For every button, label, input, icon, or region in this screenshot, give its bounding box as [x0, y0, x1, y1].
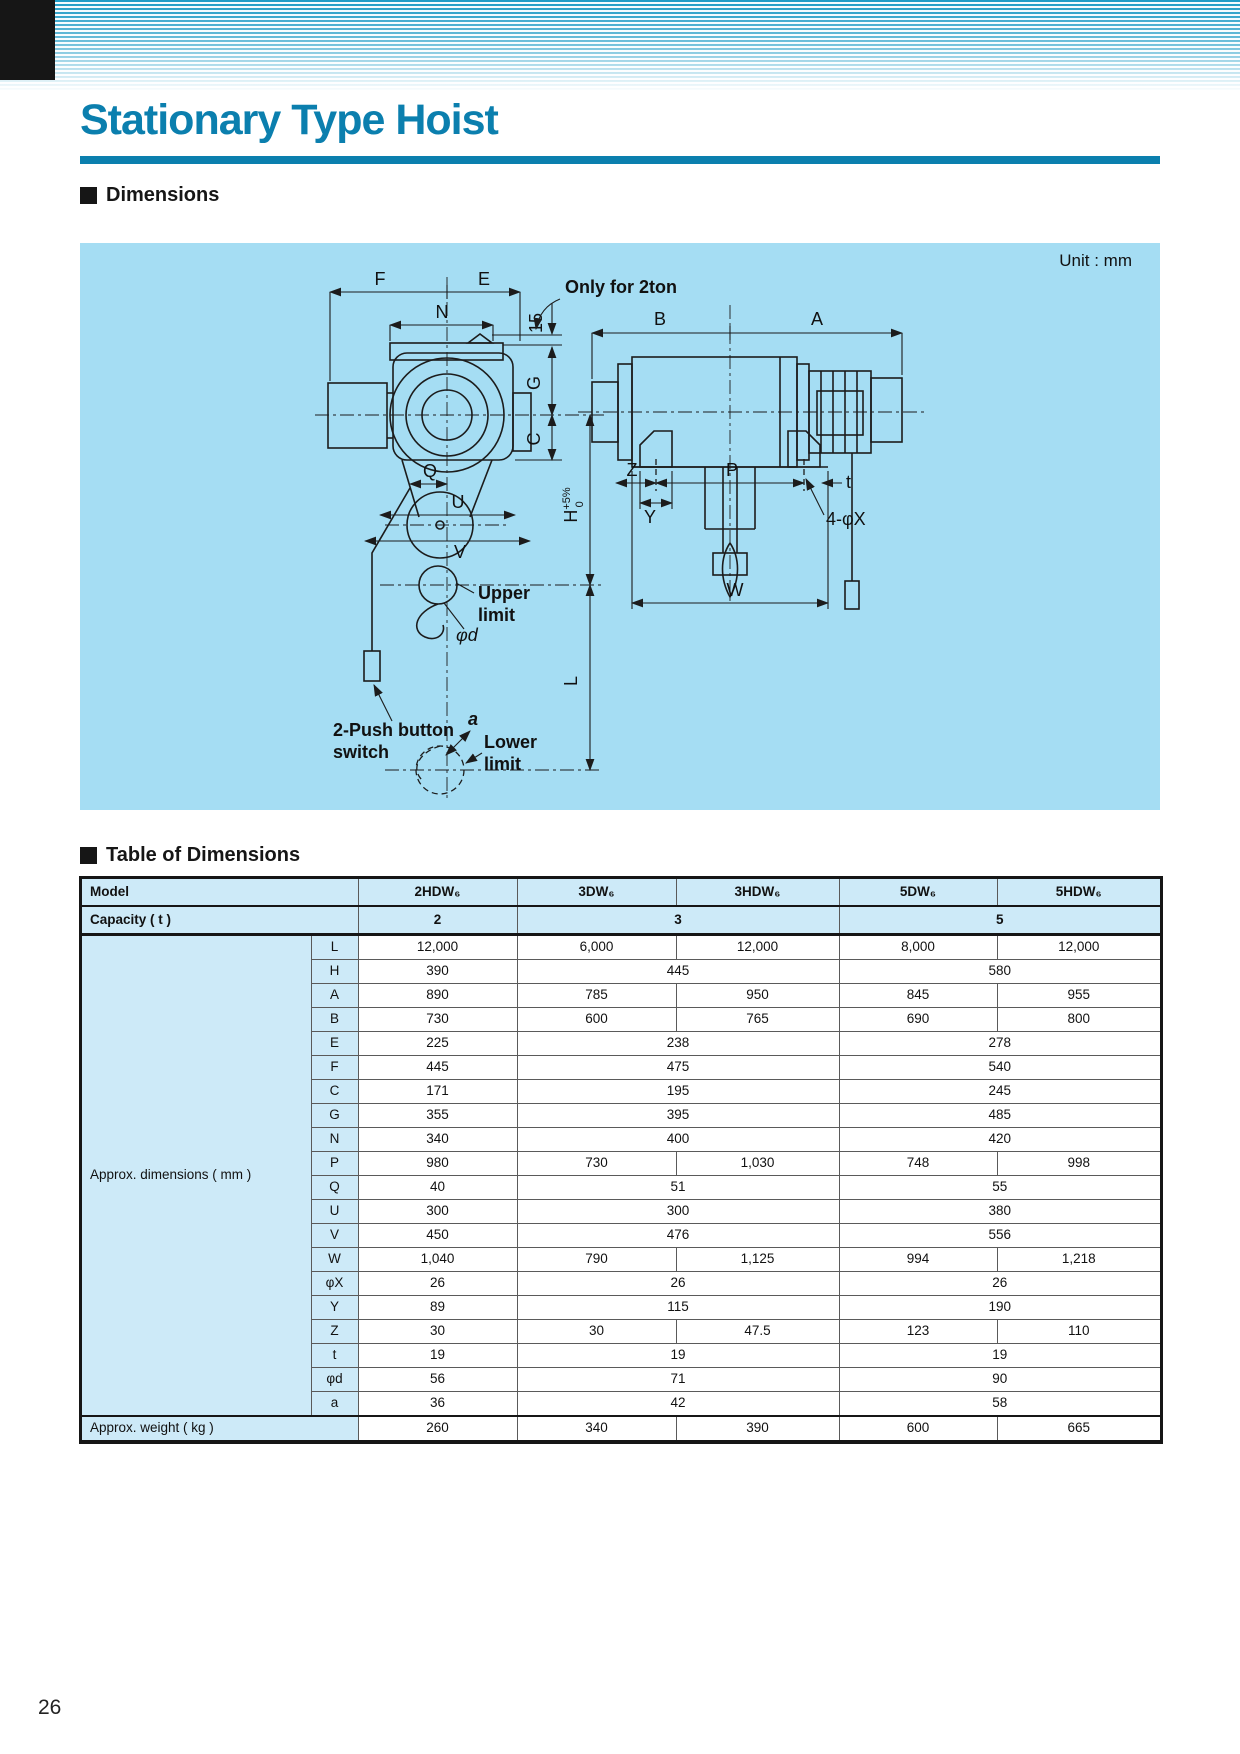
dim-value: 90 — [839, 1368, 1161, 1392]
dim-letter: B — [311, 1008, 358, 1032]
dim-value: 748 — [839, 1152, 997, 1176]
dim-label-n: N — [435, 302, 449, 322]
weight-value: 665 — [997, 1416, 1161, 1442]
dim-value: 42 — [517, 1392, 839, 1417]
dim-value: 450 — [358, 1224, 517, 1248]
section-header-table — [80, 844, 300, 867]
dim-value: 580 — [839, 960, 1161, 984]
dim-letter: P — [311, 1152, 358, 1176]
dim-value: 340 — [358, 1128, 517, 1152]
dim-letter: F — [311, 1056, 358, 1080]
lower-limit-label-2: limit — [484, 754, 522, 774]
dim-letter: L — [311, 935, 358, 960]
dim-value: 1,218 — [997, 1248, 1161, 1272]
dim-value: 785 — [517, 984, 676, 1008]
dim-value: 765 — [676, 1008, 839, 1032]
capacity-header: Capacity ( t ) — [81, 906, 358, 935]
upper-limit-label-2: limit — [478, 605, 516, 625]
dim-label-v: V — [453, 542, 467, 562]
capacity-value: 5 — [839, 906, 1161, 935]
dim-letter: H — [311, 960, 358, 984]
dim-value: 110 — [997, 1320, 1161, 1344]
dim-letter: Q — [311, 1176, 358, 1200]
table-row — [81, 906, 1161, 935]
side-view — [578, 305, 925, 609]
dim-label-z: Z — [626, 460, 638, 480]
push-button-label-1: 2-Push button — [333, 720, 454, 740]
dim-value: 40 — [358, 1176, 517, 1200]
dim-value: 400 — [517, 1128, 839, 1152]
dim-value: 380 — [839, 1200, 1161, 1224]
dim-value: 1,040 — [358, 1248, 517, 1272]
dim-value: 30 — [358, 1320, 517, 1344]
dim-value: 115 — [517, 1296, 839, 1320]
dim-value: 19 — [517, 1344, 839, 1368]
dim-value: 730 — [358, 1008, 517, 1032]
upper-limit-label-1: Upper — [478, 583, 531, 603]
hoist-drawing — [80, 243, 1160, 810]
dim-value: 171 — [358, 1080, 517, 1104]
model-name: 2HDW₆ — [358, 878, 517, 906]
dim-value: 355 — [358, 1104, 517, 1128]
dim-value: 30 — [517, 1320, 676, 1344]
weight-value: 340 — [517, 1416, 676, 1442]
dim-value: 195 — [517, 1080, 839, 1104]
weight-value: 390 — [676, 1416, 839, 1442]
table-row — [81, 935, 1161, 960]
section-header-dimensions — [80, 184, 219, 207]
dim-value: 390 — [358, 960, 517, 984]
model-header: Model — [81, 878, 358, 906]
dim-value: 980 — [358, 1152, 517, 1176]
model-name: 3HDW₆ — [676, 878, 839, 906]
table-row — [81, 878, 1161, 906]
title-underline-bar — [80, 156, 1160, 164]
dim-letter: U — [311, 1200, 358, 1224]
section-label: Table of Dimensions — [106, 844, 301, 866]
dim-value: 12,000 — [997, 935, 1161, 960]
dim-value: 19 — [839, 1344, 1161, 1368]
model-name: 5DW₆ — [839, 878, 997, 906]
dim-label-c: C — [524, 432, 544, 446]
dim-letter: E — [311, 1032, 358, 1056]
dim-label-t: t — [846, 472, 852, 492]
dim-value: 540 — [839, 1056, 1161, 1080]
dim-letter: φd — [311, 1368, 358, 1392]
front-view — [315, 269, 677, 799]
dims-group-label: Approx. dimensions ( mm ) — [81, 935, 311, 1417]
weight-value: 600 — [839, 1416, 997, 1442]
weight-value: 260 — [358, 1416, 517, 1442]
dim-letter: W — [311, 1248, 358, 1272]
model-name: 3DW₆ — [517, 878, 676, 906]
dim-label-g: G — [524, 375, 544, 391]
dim-value: 89 — [358, 1296, 517, 1320]
dim-label-l: L — [561, 675, 581, 687]
h-sub: 0 — [574, 501, 586, 508]
dim-value: 36 — [358, 1392, 517, 1417]
dim-value: 556 — [839, 1224, 1161, 1248]
dim-value: 238 — [517, 1032, 839, 1056]
dim-value: 475 — [517, 1056, 839, 1080]
dim-value: 485 — [839, 1104, 1161, 1128]
dim-value: 445 — [517, 960, 839, 984]
dim-letter: Z — [311, 1320, 358, 1344]
dim-value: 245 — [839, 1080, 1161, 1104]
dim-value: 26 — [358, 1272, 517, 1296]
dim-label-b: B — [653, 309, 667, 329]
dim-value: 994 — [839, 1248, 997, 1272]
dim-label-p: P — [725, 460, 739, 480]
dimensions-diagram — [80, 243, 1160, 810]
h-main: H — [561, 509, 581, 523]
dim-value: 12,000 — [358, 935, 517, 960]
page-title: Stationary Type Hoist — [80, 96, 498, 144]
dim-value: 800 — [997, 1008, 1161, 1032]
dim-value: 730 — [517, 1152, 676, 1176]
only-for-2ton-label: Only for 2ton — [565, 277, 677, 297]
dim-value: 8,000 — [839, 935, 997, 960]
dim-value: 1,125 — [676, 1248, 839, 1272]
weight-header: Approx. weight ( kg ) — [81, 1416, 358, 1442]
four-phi-x-label: 4-φX — [826, 509, 866, 529]
dim-value: 190 — [839, 1296, 1161, 1320]
dim-letter: V — [311, 1224, 358, 1248]
dim-value: 420 — [839, 1128, 1161, 1152]
dim-letter: a — [311, 1392, 358, 1417]
dim-label-y: Y — [643, 507, 657, 527]
capacity-value: 2 — [358, 906, 517, 935]
dim-label-q: Q — [422, 461, 438, 481]
dim-label-u: U — [451, 492, 465, 512]
dim-letter: C — [311, 1080, 358, 1104]
dim-value: 950 — [676, 984, 839, 1008]
h-sup: +5% — [561, 487, 573, 510]
push-button-label-2: switch — [333, 742, 390, 762]
dim-value: 890 — [358, 984, 517, 1008]
dim-value: 6,000 — [517, 935, 676, 960]
dim-value: 845 — [839, 984, 997, 1008]
dim-value: 476 — [517, 1224, 839, 1248]
dimensions-table-body — [81, 878, 1161, 1442]
dim-value: 58 — [839, 1392, 1161, 1417]
dim-label-15: 15 — [526, 312, 546, 334]
dim-label-a: A — [810, 309, 824, 329]
dim-value: 690 — [839, 1008, 997, 1032]
dimensions-table — [80, 877, 1162, 1443]
dim-value: 395 — [517, 1104, 839, 1128]
dim-label-h — [561, 487, 586, 523]
dim-value: 51 — [517, 1176, 839, 1200]
dim-value: 56 — [358, 1368, 517, 1392]
capacity-value: 3 — [517, 906, 839, 935]
dim-letter: φX — [311, 1272, 358, 1296]
dim-value: 300 — [358, 1200, 517, 1224]
corner-black-block — [0, 0, 55, 80]
dim-value: 71 — [517, 1368, 839, 1392]
dim-value: 26 — [839, 1272, 1161, 1296]
dim-value: 55 — [839, 1176, 1161, 1200]
dim-value: 600 — [517, 1008, 676, 1032]
dim-value: 1,030 — [676, 1152, 839, 1176]
lower-limit-label-1: Lower — [484, 732, 538, 752]
dim-label-f: F — [374, 269, 386, 289]
dim-value: 12,000 — [676, 935, 839, 960]
dim-value: 225 — [358, 1032, 517, 1056]
dim-value: 19 — [358, 1344, 517, 1368]
dim-value: 123 — [839, 1320, 997, 1344]
dim-value: 26 — [517, 1272, 839, 1296]
dim-letter: t — [311, 1344, 358, 1368]
dim-value: 278 — [839, 1032, 1161, 1056]
model-name: 5HDW₆ — [997, 878, 1161, 906]
dim-value: 790 — [517, 1248, 676, 1272]
dim-letter: Y — [311, 1296, 358, 1320]
dim-letter: G — [311, 1104, 358, 1128]
dim-letter: A — [311, 984, 358, 1008]
header-stripe-fade — [0, 0, 1240, 92]
section-label: Dimensions — [106, 184, 220, 206]
dim-label-w: W — [726, 580, 744, 600]
dim-label-e: E — [477, 269, 491, 289]
header-stripe-band — [0, 0, 1240, 92]
square-bullet-icon — [80, 187, 97, 204]
dim-value: 445 — [358, 1056, 517, 1080]
dim-value: 955 — [997, 984, 1161, 1008]
unit-label: Unit : mm — [1059, 251, 1132, 270]
page-number: 26 — [38, 1696, 62, 1719]
dim-value: 300 — [517, 1200, 839, 1224]
square-bullet-icon — [80, 847, 97, 864]
a-dim-label: a — [468, 709, 479, 729]
dim-value: 998 — [997, 1152, 1161, 1176]
dim-letter: N — [311, 1128, 358, 1152]
table-row — [81, 1416, 1161, 1442]
dim-value: 47.5 — [676, 1320, 839, 1344]
phi-d-label: φd — [456, 625, 478, 645]
